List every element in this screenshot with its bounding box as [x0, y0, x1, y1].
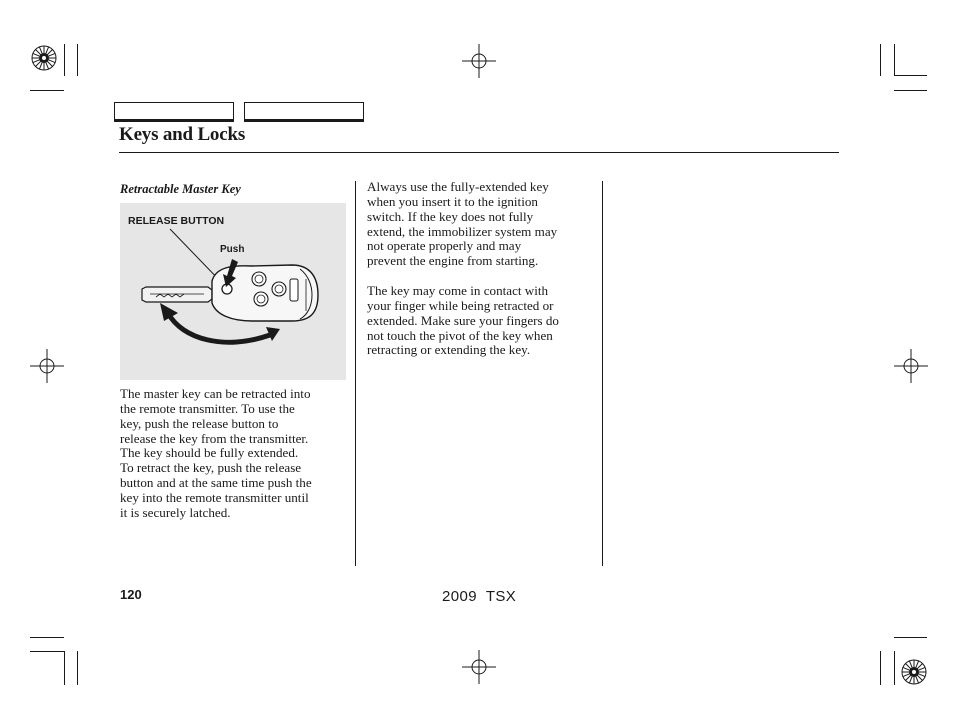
crosshair-icon	[30, 349, 64, 383]
key-illustration	[120, 203, 346, 380]
retractable-key-drawing	[120, 203, 346, 380]
ignition-paragraph: Always use the fully-extended key when you insert it to the ignition switch. If the key does not fully extend, the immobilizer system may not operate properly and may prevent the engine from starting.	[367, 179, 558, 269]
section-tab-1	[114, 102, 234, 122]
registration-sunburst-icon	[900, 658, 928, 686]
pivot-warning-paragraph: The key may come in contact with your finger while being retracted or extended. Make sure your fingers do not touch the pivot of the key when retracting or extending the key.	[367, 283, 559, 358]
model-footer: 2009 TSX	[442, 588, 517, 605]
left-column-paragraph: The master key can be retracted into the remote transmitter. To use the key, push the release button to release the key from the transmitter. The key should be fully extended. To retract the key, push the release button and at the same time push the key into the remote transmitter until it is securely latched.	[120, 386, 312, 520]
title-rule	[119, 152, 839, 153]
crosshair-icon	[462, 44, 496, 78]
crosshair-icon	[894, 349, 928, 383]
release-button-callout: RELEASE BUTTON	[128, 215, 225, 227]
push-callout: Push	[220, 244, 245, 255]
crosshair-icon	[462, 650, 496, 684]
section-tab-2	[244, 102, 364, 122]
registration-sunburst-icon	[30, 44, 58, 72]
page-number: 120	[120, 587, 142, 602]
column-divider-left	[355, 181, 356, 566]
page-title: Keys and Locks	[119, 124, 246, 145]
figure-caption: Retractable Master Key	[120, 182, 241, 196]
column-divider-right	[602, 181, 603, 566]
